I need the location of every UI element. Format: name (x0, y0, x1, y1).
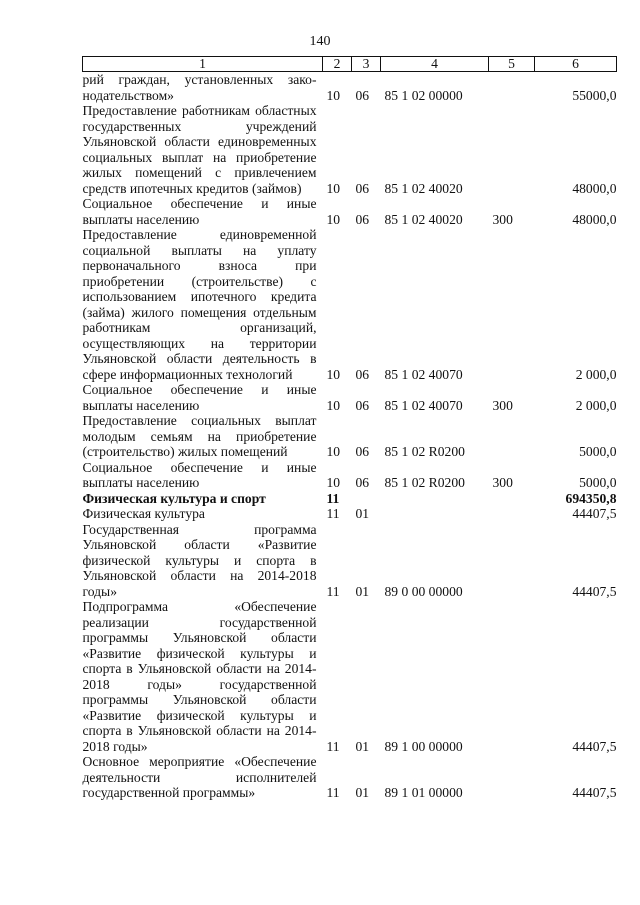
row-section-cell: 10 (326, 475, 341, 490)
row-amount-cell: 44407,5 (572, 738, 617, 754)
table-header (83, 57, 617, 72)
row-section-cell: 10 (326, 397, 341, 413)
row-amount-cell: 2 000,0 (575, 366, 617, 382)
table-row (83, 72, 617, 104)
budget-table (82, 56, 617, 801)
row-amount-cell: 2 000,0 (575, 397, 617, 413)
row-amount-cell: 5000,0 (579, 475, 617, 490)
row-amount-cell: 44407,5 (572, 785, 617, 800)
row-name-cell: Физическая культура и спорт (82, 490, 266, 506)
table-row (83, 413, 617, 460)
row-amount-cell: 48000,0 (572, 211, 617, 227)
row-subsection-cell: 01 (355, 738, 370, 754)
row-amount-cell: 48000,0 (572, 180, 617, 196)
row-section-cell: 10 (326, 180, 341, 196)
row-target-code-cell: 85 1 02 40020 (384, 180, 463, 196)
header-col-5: 5 (489, 57, 535, 72)
row-target-code-cell: 85 1 02 R0200 (384, 444, 465, 459)
row-subsection-cell: 06 (355, 211, 370, 227)
header-col-3: 3 (352, 57, 381, 72)
row-name-cell: Предоставление единовременной социальной выплаты на уплату первоначального взноса при приобретении (строительстве) с использованием ипотечного кредита (займа) жилого помещения отдельным работникам организаций, осуществляющих на территории Ульяновской области деятельность в сфере информационных технологий (82, 227, 317, 382)
row-target-code-cell: 85 1 02 40070 (384, 366, 463, 382)
row-name-cell: Социальное обеспечение и иные выплаты населению (82, 459, 317, 490)
row-section-cell: 11 (326, 738, 340, 754)
row-expense-type-cell (489, 227, 535, 382)
row-section-cell: 10 (326, 87, 341, 103)
table-row (83, 227, 617, 382)
row-target-code-cell: 89 1 00 00000 (384, 738, 463, 754)
row-section-cell: 11 (326, 506, 340, 521)
row-section-cell: 10 (326, 366, 341, 382)
row-name-cell: Государственная программа Ульяновской области «Развитие физической культуры и спорта в Ульяновской области на 2014-2018 годы» (82, 521, 317, 599)
row-amount-cell: 55000,0 (572, 87, 617, 103)
row-subsection-cell: 01 (355, 785, 370, 800)
header-col-2: 2 (323, 57, 352, 72)
row-subsection-cell: 01 (355, 583, 370, 599)
table-row (83, 103, 617, 196)
row-section-cell: 11 (326, 490, 340, 506)
row-expense-type-cell (489, 506, 535, 522)
row-name-cell: рий граждан, установленных зако-нодательством» (82, 72, 317, 103)
row-target-code-cell (381, 506, 489, 522)
row-expense-type-cell (489, 522, 535, 600)
row-subsection-cell: 06 (355, 475, 370, 490)
table-row (83, 754, 617, 801)
row-subsection-cell: 06 (355, 366, 370, 382)
table-row (83, 491, 617, 507)
table-row (83, 382, 617, 413)
row-target-code-cell: 85 1 02 40020 (384, 211, 463, 227)
table-row (83, 522, 617, 600)
row-expense-type-cell: 300 (492, 397, 513, 413)
table-row (83, 460, 617, 491)
row-subsection-cell: 06 (355, 87, 370, 103)
row-section-cell: 10 (326, 211, 341, 227)
row-expense-type-cell (489, 103, 535, 196)
row-amount-cell: 44407,5 (572, 583, 617, 599)
row-name-cell: Социальное обеспечение и иные выплаты населению (82, 196, 317, 227)
row-name-cell: Основное мероприятие «Обеспечение деятельности исполнителей государственной программы» (82, 754, 317, 800)
table-row (83, 506, 617, 522)
row-name-cell: Физическая культура (82, 506, 205, 521)
row-target-code-cell: 85 1 02 40070 (384, 397, 463, 413)
header-col-6: 6 (535, 57, 617, 72)
row-subsection-cell (352, 491, 381, 507)
row-amount-cell: 694350,8 (565, 490, 617, 506)
row-expense-type-cell (489, 599, 535, 754)
row-section-cell: 10 (326, 444, 341, 459)
row-amount-cell: 5000,0 (579, 444, 617, 459)
header-col-4: 4 (381, 57, 489, 72)
table-body (83, 72, 617, 801)
row-subsection-cell: 06 (355, 180, 370, 196)
page-number: 140 (309, 34, 331, 49)
row-expense-type-cell (489, 72, 535, 104)
row-expense-type-cell (489, 413, 535, 460)
row-expense-type-cell (489, 491, 535, 507)
header-row (83, 57, 617, 72)
row-target-code-cell (381, 491, 489, 507)
row-target-code-cell: 85 1 02 00000 (384, 87, 463, 103)
row-name-cell: Подпрограмма «Обеспечение реализации государственной программы Ульяновской области «Развитие физической культуры и спорта в Ульяновской области на 2014-2018 годы» государственной программы Ульяновской области «Развитие физической культуры и спорта в Ульяновской области на 2014-2018 годы» (82, 599, 317, 754)
header-col-1: 1 (83, 57, 323, 72)
row-target-code-cell: 85 1 02 R0200 (384, 475, 465, 490)
row-amount-cell: 44407,5 (572, 506, 617, 521)
row-subsection-cell: 06 (355, 397, 370, 413)
row-section-cell: 11 (326, 583, 340, 599)
row-name-cell: Предоставление работникам областных государственных учреждений Ульяновской области единовременных социальных выплат на приобретение жилых помещений с привлечением средств ипотечных кредитов (займов) (82, 103, 317, 196)
row-expense-type-cell: 300 (492, 211, 513, 227)
row-name-cell: Социальное обеспечение и иные выплаты населению (82, 382, 317, 413)
row-target-code-cell: 89 0 00 00000 (384, 583, 463, 599)
row-expense-type-cell: 300 (492, 475, 513, 490)
row-subsection-cell: 01 (355, 506, 370, 521)
row-name-cell: Предоставление социальных выплат молодым семьям на приобретение (строительство) жилых помещений (82, 413, 317, 459)
table-row (83, 599, 617, 754)
table-row (83, 196, 617, 227)
row-subsection-cell: 06 (355, 444, 370, 459)
row-expense-type-cell (489, 754, 535, 801)
row-target-code-cell: 89 1 01 00000 (384, 785, 463, 800)
row-section-cell: 11 (326, 785, 340, 800)
